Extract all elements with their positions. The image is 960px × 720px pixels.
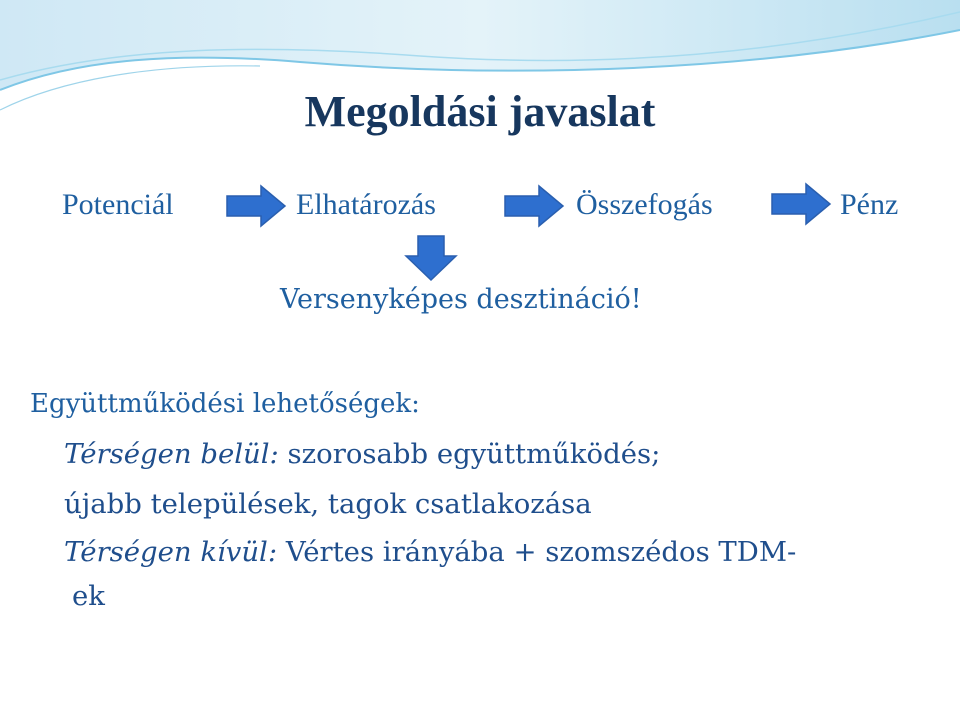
result-text: Versenyképes desztináció! bbox=[280, 284, 642, 315]
outer-label: Térségen kívül: bbox=[64, 536, 278, 568]
inner-text: szorosabb együttműködés; bbox=[278, 438, 661, 470]
outer-cooperation-line-2: ek bbox=[72, 580, 105, 612]
flow-step-money: Pénz bbox=[840, 188, 899, 221]
inner-cooperation-line-2: újabb települések, tagok csatlakozása bbox=[64, 488, 592, 520]
flow-step-potential: Potenciál bbox=[62, 188, 174, 221]
outer-cooperation-line bbox=[64, 536, 796, 568]
flow-step-cooperation: Összefogás bbox=[576, 188, 713, 221]
flow-step-decision: Elhatározás bbox=[296, 188, 436, 221]
right-arrow-icon bbox=[770, 182, 832, 226]
inner-cooperation-line bbox=[64, 438, 660, 470]
down-arrow-icon bbox=[404, 234, 458, 282]
outer-text: Vértes irányába + szomszédos TDM- bbox=[277, 536, 797, 568]
cooperation-heading: Együttműködési lehetőségek: bbox=[30, 389, 420, 419]
right-arrow-icon bbox=[225, 184, 287, 228]
inner-label: Térségen belül: bbox=[64, 438, 279, 470]
right-arrow-icon bbox=[503, 184, 565, 228]
slide-title: Megoldási javaslat bbox=[304, 87, 656, 136]
